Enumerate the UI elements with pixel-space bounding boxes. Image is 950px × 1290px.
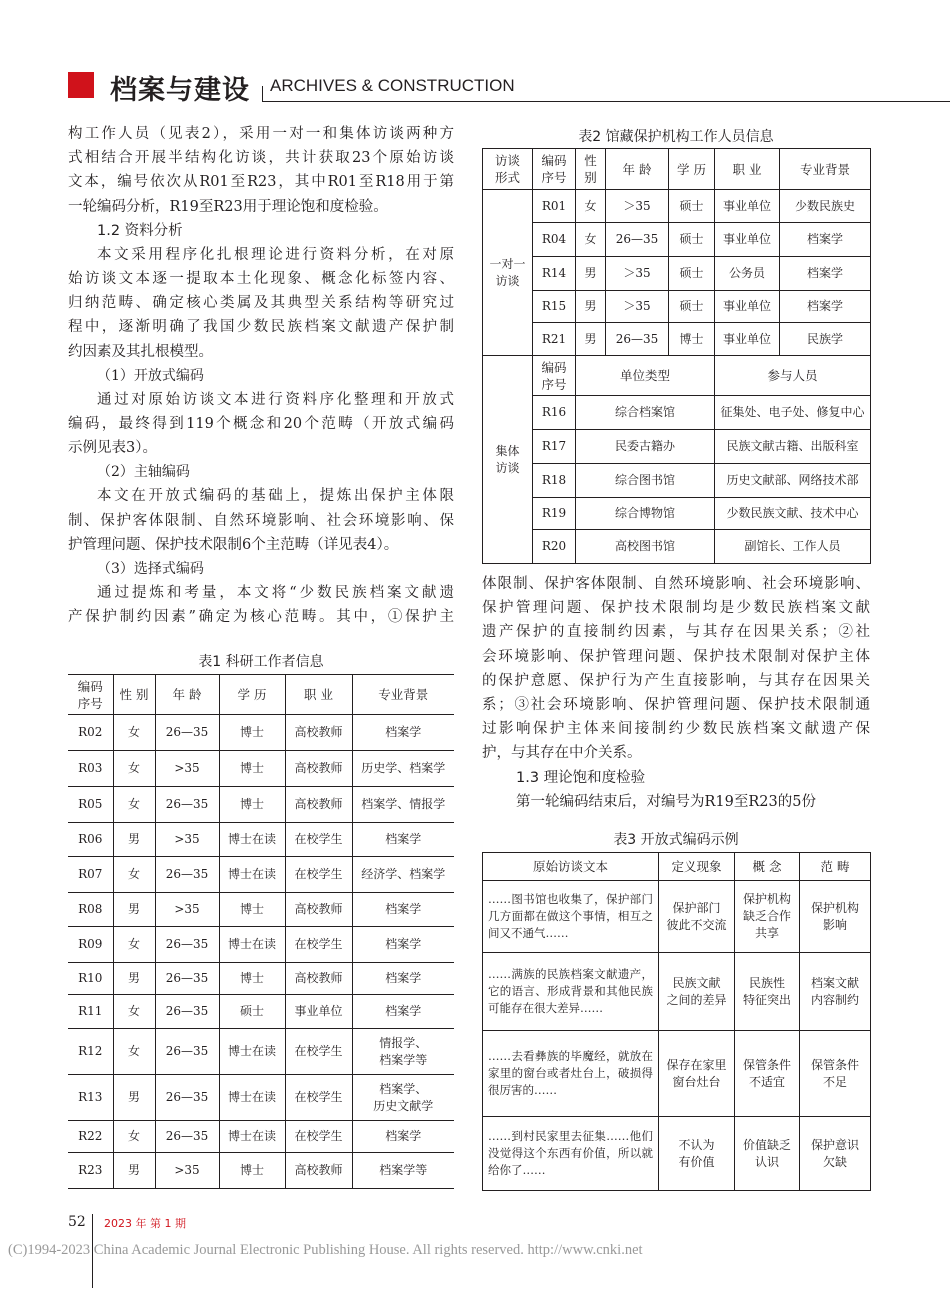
paragraph-1: 构工作人员（见表2），采用一对一和集体访谈两种方 式相结合开展半结构化访谈，共计获取23个原始访谈 文本，编号依次从R01至R23，其中R01至R18用于第 一轮编码分析，R19至R23用于理论饱和度检验。 (68, 126, 454, 215)
table-cell: R15 (533, 291, 576, 323)
table-cell: ＞35 (606, 190, 669, 223)
table1-caption: 表1 科研工作者信息 (198, 654, 324, 670)
issue-label: 2023 年 第 1 期 (104, 1217, 186, 1230)
table3-caption: 表3 开放式编码示例 (613, 832, 739, 848)
table-cell: 女 (113, 751, 155, 787)
table-cell: 26—35 (606, 323, 669, 356)
table-row (68, 1121, 454, 1153)
table-row (68, 1075, 454, 1121)
table-cell: 综合图书馆 (576, 464, 715, 498)
table-cell: 博士 (219, 1153, 285, 1189)
table-row (483, 430, 871, 464)
table-cell: 综合博物馆 (576, 498, 715, 530)
table2-header-cell: 单位类型 (576, 356, 715, 396)
table-cell: 保存在家里 窗台灶台 (659, 1031, 735, 1117)
table-row (483, 190, 871, 223)
table-cell: 档案学 (352, 963, 454, 995)
journal-logo-square (68, 72, 94, 98)
table-cell: 在校学生 (285, 927, 352, 963)
table-cell: ……满族的民族档案文献遗产，它的语言、形成背景和其他民族可能存在很大差异…… (483, 953, 659, 1031)
table-row (483, 881, 871, 953)
table-row (68, 857, 454, 893)
table1-header-cell: 编码 序号 (68, 675, 113, 715)
table-cell: 保管条件 不适宜 (735, 1031, 800, 1117)
table-row (483, 257, 871, 291)
table-cell: 民族文献 之间的差异 (659, 953, 735, 1031)
table2-institution-staff (482, 148, 871, 564)
table-cell: 档案学 (780, 223, 871, 257)
table-cell: 男 (576, 291, 606, 323)
journal-title-en: ARCHIVES & CONSTRUCTION (270, 76, 515, 95)
section-heading-1-2: 1.2 资料分析 (97, 222, 183, 239)
table-row (68, 995, 454, 1029)
table-cell: R23 (68, 1153, 113, 1189)
table-cell: 26—35 (155, 715, 219, 751)
table-cell: 档案学 (352, 823, 454, 857)
table3-header-cell: 原始访谈文本 (483, 853, 659, 881)
table2-header-cell: 编码 序号 (533, 149, 576, 190)
table-cell: ＞35 (606, 291, 669, 323)
table2-header-cell: 访谈 形式 (483, 149, 533, 190)
table-cell: 博士在读 (219, 857, 285, 893)
table-cell: R13 (68, 1075, 113, 1121)
table-cell: 高校教师 (285, 1153, 352, 1189)
table-cell: 男 (113, 1153, 155, 1189)
table-cell: 26—35 (155, 1029, 219, 1075)
table-cell: 高校图书馆 (576, 530, 715, 564)
table-cell: R20 (533, 530, 576, 564)
table-cell: ＞35 (606, 257, 669, 291)
table-row (68, 715, 454, 751)
table-cell: 高校教师 (285, 751, 352, 787)
table-cell: 档案学等 (352, 1153, 454, 1189)
table-cell: >35 (155, 823, 219, 857)
table-cell: 副馆长、工作人员 (715, 530, 871, 564)
table-row (483, 1117, 871, 1191)
table-cell: 女 (113, 787, 155, 823)
table-cell: 在校学生 (285, 823, 352, 857)
table-cell: 在校学生 (285, 857, 352, 893)
table1-header-cell: 专业背景 (352, 675, 454, 715)
table-cell: 在校学生 (285, 1121, 352, 1153)
section-heading-1-3: 1.3 理论饱和度检验 (516, 769, 646, 786)
table-cell: 26—35 (155, 995, 219, 1029)
table-cell: 26—35 (606, 223, 669, 257)
table-cell: 硕士 (669, 190, 715, 223)
table-cell: >35 (155, 751, 219, 787)
table-cell: 公务员 (715, 257, 780, 291)
table-cell: 女 (113, 1029, 155, 1075)
table-row (483, 291, 871, 323)
table-cell: 档案学 (352, 995, 454, 1029)
table-cell: 档案学、 历史文献学 (352, 1075, 454, 1121)
table-cell: 档案学 (352, 715, 454, 751)
interview-type-one-on-one: 一对一 访谈 (483, 190, 533, 356)
table-cell: 26—35 (155, 927, 219, 963)
table-cell: R17 (533, 430, 576, 464)
left-column (68, 122, 454, 629)
table-cell: 历史学、档案学 (352, 751, 454, 787)
table-cell: 男 (113, 823, 155, 857)
table-cell: 男 (113, 1075, 155, 1121)
table-cell: 博士 (219, 893, 285, 927)
table-cell: 26—35 (155, 963, 219, 995)
table-cell: R18 (533, 464, 576, 498)
table-row (483, 953, 871, 1031)
table-cell: 26—35 (155, 857, 219, 893)
table-cell: 情报学、 档案学等 (352, 1029, 454, 1075)
table2-caption: 表2 馆藏保护机构工作人员信息 (578, 129, 774, 145)
table-cell: 26—35 (155, 1075, 219, 1121)
table-cell: 事业单位 (715, 323, 780, 356)
table3-header-cell: 定义现象 (659, 853, 735, 881)
table-cell: 26—35 (155, 1121, 219, 1153)
table-cell: R01 (533, 190, 576, 223)
table-cell: 硕士 (669, 291, 715, 323)
table-cell: 民委古籍办 (576, 430, 715, 464)
table-cell: 在校学生 (285, 1029, 352, 1075)
table-row (483, 464, 871, 498)
table-row (68, 787, 454, 823)
table-cell: 少数民族史 (780, 190, 871, 223)
table-cell: ……图书馆也收集了，保护部门几方面都在做这个事情，相互之间又不通气…… (483, 881, 659, 953)
subheading-open-coding: （1）开放式编码 (97, 367, 204, 384)
journal-title-cn: 档案与建设 (110, 75, 250, 106)
table-cell: 保护部门 彼此不交流 (659, 881, 735, 953)
table-cell: 不认为 有价值 (659, 1117, 735, 1191)
table-cell: 高校教师 (285, 715, 352, 751)
table-cell: 博士 (219, 751, 285, 787)
table-cell: ……到村民家里去征集……他们没觉得这个东西有价值，所以就给你了…… (483, 1117, 659, 1191)
table-cell: 历史文献部、网络技术部 (715, 464, 871, 498)
table-cell: 征集处、电子处、修复中心 (715, 396, 871, 430)
table-cell: 博士 (219, 787, 285, 823)
table-cell: R03 (68, 751, 113, 787)
table3-header-row (483, 853, 871, 881)
table-cell: 博士在读 (219, 1075, 285, 1121)
paragraph-7: 第一轮编码结束后，对编号为R19至R23的5份 (516, 793, 816, 810)
table-cell: 事业单位 (715, 190, 780, 223)
table-cell: 民族学 (780, 323, 871, 356)
table2-group-header-row (483, 356, 871, 396)
table-cell: 博士 (669, 323, 715, 356)
table1-header-cell: 学 历 (219, 675, 285, 715)
page-number: 52 (68, 1214, 86, 1230)
subheading-selective-coding: （3）选择式编码 (97, 561, 204, 578)
table-cell: R04 (533, 223, 576, 257)
table1-header-cell: 职 业 (285, 675, 352, 715)
table-cell: 档案学 (780, 257, 871, 291)
table-row (68, 963, 454, 995)
paragraph-4: 本文在开放式编码的基础上，提炼出保护主体限 制、保护客体限制、自然环境影响、社会环境影响、保 护管理问题、保护技术限制6个主范畴（详见表4）。 (68, 488, 454, 553)
table-cell: 女 (113, 715, 155, 751)
table-cell: 博士 (219, 715, 285, 751)
table-cell: 博士在读 (219, 1029, 285, 1075)
table-cell: 博士在读 (219, 1121, 285, 1153)
table-cell: 经济学、档案学 (352, 857, 454, 893)
table-cell: 民族性 特征突出 (735, 953, 800, 1031)
table-cell: 硕士 (669, 223, 715, 257)
table-cell: R14 (533, 257, 576, 291)
paragraph-3: 通过对原始访谈文本进行资料序化整理和开放式 编码，最终得到119个概念和20个范畴（开放式编码 示例见表3）。 (68, 391, 454, 457)
table-cell: 保护机构 影响 (800, 881, 871, 953)
table-cell: R19 (533, 498, 576, 530)
table3-header-cell: 范 畴 (800, 853, 871, 881)
table2-header-cell: 学 历 (669, 149, 715, 190)
table-cell: R16 (533, 396, 576, 430)
table-cell: 综合档案馆 (576, 396, 715, 430)
table-row (68, 751, 454, 787)
table-cell: 档案学 (352, 893, 454, 927)
table-cell: >35 (155, 893, 219, 927)
table-cell: R08 (68, 893, 113, 927)
header-divider (262, 86, 263, 102)
table-cell: 硕士 (219, 995, 285, 1029)
table-cell: 男 (576, 257, 606, 291)
table1-header-row (68, 675, 454, 715)
paragraph-2: 本文采用程序化扎根理论进行资料分析，在对原 始访谈文本逐一提取本土化现象、概念化标签内容、 归纳范畴、确定核心类属及其典型关系结构等研究过 程中，逐渐明确了我国少数民族档案文献遗产保护制 约因素及其扎根模型。 (68, 246, 454, 360)
table-row (483, 323, 871, 356)
table-cell: 保护机构 缺乏合作 共享 (735, 881, 800, 953)
table-cell: 事业单位 (715, 223, 780, 257)
table-cell: R12 (68, 1029, 113, 1075)
table-cell: 男 (113, 893, 155, 927)
right-column (482, 572, 870, 814)
table-row (483, 223, 871, 257)
table-row (483, 530, 871, 564)
table-cell: 高校教师 (285, 893, 352, 927)
table-cell: 男 (576, 323, 606, 356)
table-row (483, 498, 871, 530)
table-cell: 硕士 (669, 257, 715, 291)
table-cell: 26—35 (155, 787, 219, 823)
table-cell: 高校教师 (285, 963, 352, 995)
table1-header-cell: 年 龄 (155, 675, 219, 715)
table-cell: R10 (68, 963, 113, 995)
table1-header-cell: 性 别 (113, 675, 155, 715)
table2-header-cell: 参与人员 (715, 356, 871, 396)
table-cell: 男 (113, 963, 155, 995)
table-cell: 档案学 (780, 291, 871, 323)
table-cell: R11 (68, 995, 113, 1029)
table-cell: 博士在读 (219, 823, 285, 857)
table-row (483, 1031, 871, 1117)
table3-header-cell: 概 念 (735, 853, 800, 881)
table-row (68, 927, 454, 963)
table2-header-row (483, 149, 871, 190)
table-cell: 事业单位 (715, 291, 780, 323)
table-row (68, 893, 454, 927)
table-cell: 高校教师 (285, 787, 352, 823)
table-row (68, 1153, 454, 1189)
table-cell: R09 (68, 927, 113, 963)
table-cell: 事业单位 (285, 995, 352, 1029)
copyright-notice: (C)1994-2023 China Academic Journal Electronic Publishing House. All rights reserved. http://www.cnki.net (8, 1242, 643, 1258)
table-row (68, 823, 454, 857)
table-cell: 女 (576, 190, 606, 223)
table-cell: R06 (68, 823, 113, 857)
table-cell: R05 (68, 787, 113, 823)
table-cell: 博士 (219, 963, 285, 995)
table-cell: 档案学、情报学 (352, 787, 454, 823)
table-row (483, 396, 871, 430)
table2-header-cell: 专业背景 (780, 149, 871, 190)
paragraph-5: 通过提炼和考量，本文将“少数民族档案文献遗 产保护制约因素”确定为核心范畴。其中，①保护主 (68, 585, 454, 626)
table-cell: R02 (68, 715, 113, 751)
table-cell: 在校学生 (285, 1075, 352, 1121)
table-row (68, 1029, 454, 1075)
table-cell: 博士在读 (219, 927, 285, 963)
table-cell: 女 (576, 223, 606, 257)
table-cell: 保护意识 欠缺 (800, 1117, 871, 1191)
table2-header-cell: 年 龄 (606, 149, 669, 190)
table1-researchers (68, 674, 454, 1189)
paragraph-6: 体限制、保护客体限制、自然环境影响、社会环境影响、 保护管理问题、保护技术限制均是少数民族档案文献 遗产保护的直接制约因素，与其存在因果关系；②社 会环境影响、保护管理问题、保护技术限制对保护主体 的保护意愿、保护行为产生直接影响，与其存在因果关 系；③社会环境影响、保护管理问题、保护技术限制通 过影响保护主体来间接制约少数民族档案文献遗产保 护，与其存在中介关系。 (482, 576, 870, 762)
table2-header-cell: 性 别 (576, 149, 606, 190)
table-cell: ……去看彝族的毕魔经，就放在家里的窗台或者灶台上，破损得很厉害的…… (483, 1031, 659, 1117)
table-cell: 女 (113, 995, 155, 1029)
table-cell: R21 (533, 323, 576, 356)
header-rule (262, 101, 950, 102)
table-cell: R22 (68, 1121, 113, 1153)
table2-header-cell: 职 业 (715, 149, 780, 190)
table-cell: R07 (68, 857, 113, 893)
table-cell: 少数民族文献、技术中心 (715, 498, 871, 530)
subheading-axial-coding: （2）主轴编码 (97, 464, 190, 481)
table-cell: 保管条件 不足 (800, 1031, 871, 1117)
table-cell: 民族文献古籍、出版科室 (715, 430, 871, 464)
table-cell: 女 (113, 857, 155, 893)
table-cell: 女 (113, 1121, 155, 1153)
table-cell: >35 (155, 1153, 219, 1189)
table-cell: 档案学 (352, 1121, 454, 1153)
table-cell: 档案文献 内容制约 (800, 953, 871, 1031)
table2-header-cell: 编码 序号 (533, 356, 576, 396)
table-cell: 价值缺乏 认识 (735, 1117, 800, 1191)
table-cell: 女 (113, 927, 155, 963)
interview-type-group: 集体 访谈 (483, 356, 533, 564)
table-cell: 档案学 (352, 927, 454, 963)
table3-open-coding-examples (482, 852, 871, 1191)
